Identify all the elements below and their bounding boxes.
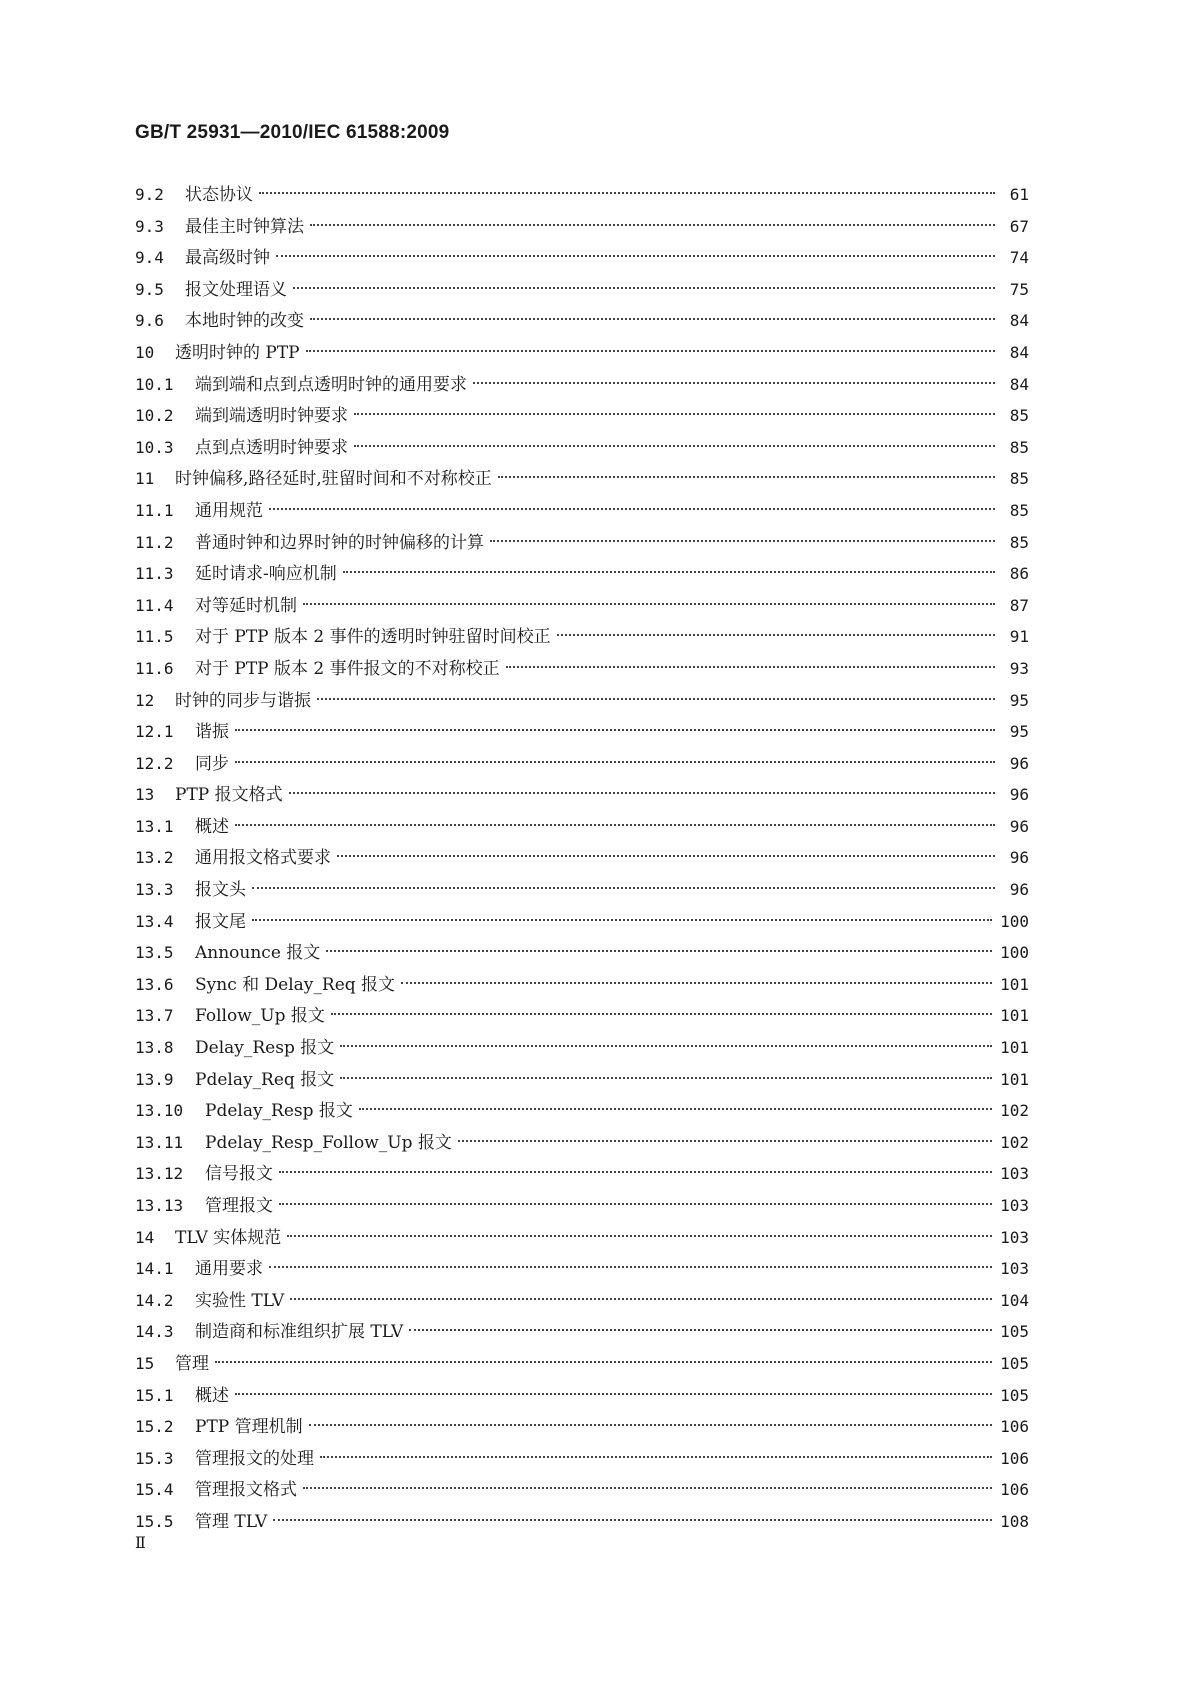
toc-entry[interactable]: [135, 1095, 1029, 1127]
toc-entry[interactable]: [135, 1222, 1029, 1254]
dot-leader: [252, 919, 992, 921]
toc-section-title: 谐振: [195, 722, 229, 743]
dot-leader: [310, 318, 995, 320]
dot-leader: [557, 634, 995, 636]
toc-entry[interactable]: [135, 779, 1029, 811]
dot-leader: [490, 540, 995, 542]
toc-entry[interactable]: [135, 432, 1029, 464]
toc-section-title: 对等延时机制: [195, 595, 297, 616]
toc-section-title: 端到端和点到点透明时钟的通用要求: [195, 374, 467, 395]
table-of-contents: [135, 179, 1029, 1538]
toc-section-title: 普通时钟和边界时钟的时钟偏移的计算: [195, 532, 484, 553]
toc-section-title: 报文尾: [195, 911, 246, 932]
toc-page-number: 86: [1009, 564, 1029, 584]
toc-entry[interactable]: [135, 274, 1029, 306]
toc-entry[interactable]: [135, 558, 1029, 590]
toc-section-number: 14.2: [135, 1290, 174, 1310]
toc-page-number: 85: [1009, 500, 1029, 520]
toc-page-number: 103: [1000, 1164, 1029, 1184]
toc-page-number: 105: [1000, 1385, 1029, 1405]
toc-entry[interactable]: [135, 1380, 1029, 1412]
toc-section-title: 制造商和标准组织扩展 TLV: [195, 1322, 404, 1343]
toc-section-number: 15: [135, 1353, 155, 1373]
toc-page-number: 84: [1009, 311, 1029, 331]
toc-page-number: 102: [1000, 1132, 1029, 1152]
toc-section-number: 15.2: [135, 1417, 174, 1437]
toc-section-number: 12.2: [135, 753, 174, 773]
toc-section-number: 13.12: [135, 1164, 184, 1184]
toc-section-title: 概述: [195, 1385, 229, 1406]
dot-leader: [235, 1393, 992, 1395]
toc-section-number: 13.9: [135, 1069, 174, 1089]
toc-page-number: 96: [1009, 753, 1029, 773]
toc-entry[interactable]: [135, 305, 1029, 337]
toc-section-title: Follow_Up 报文: [195, 1006, 325, 1027]
toc-section-number: 11.6: [135, 658, 174, 678]
toc-section-number: 13: [135, 785, 155, 805]
toc-page-number: 103: [1000, 1227, 1029, 1247]
toc-section-number: 12.1: [135, 722, 174, 742]
toc-section-title: Pdelay_Req 报文: [195, 1069, 335, 1090]
dot-leader: [340, 1045, 992, 1047]
dot-leader: [320, 1456, 992, 1458]
dot-leader: [401, 982, 992, 984]
toc-page-number: 100: [1000, 911, 1029, 931]
toc-section-title: 概述: [195, 816, 229, 837]
toc-section-title: 管理报文: [205, 1196, 273, 1216]
toc-entry[interactable]: [135, 937, 1029, 969]
toc-entry[interactable]: [135, 1032, 1029, 1064]
toc-page-number: 85: [1009, 469, 1029, 489]
toc-page-number: 75: [1009, 279, 1029, 299]
dot-leader: [354, 445, 995, 447]
toc-section-title: 管理报文格式: [195, 1480, 297, 1501]
dot-leader: [235, 729, 995, 731]
toc-entry[interactable]: [135, 842, 1029, 874]
toc-section-number: 15.1: [135, 1385, 174, 1405]
toc-section-number: 13.13: [135, 1196, 184, 1215]
toc-section-title: 最佳主时钟算法: [185, 216, 304, 237]
dot-leader: [289, 792, 995, 794]
toc-section-title: 同步: [195, 753, 229, 774]
toc-entry[interactable]: [135, 685, 1029, 717]
toc-section-number: 14.1: [135, 1259, 174, 1279]
dot-leader: [317, 698, 995, 700]
dot-leader: [215, 1361, 992, 1363]
toc-section-title: 通用要求: [195, 1259, 263, 1280]
toc-page-number: 108: [1000, 1511, 1029, 1531]
toc-section-title: 本地时钟的改变: [185, 311, 304, 332]
toc-page-number: 95: [1009, 690, 1029, 710]
toc-section-number: 13.3: [135, 880, 174, 900]
dot-leader: [252, 887, 995, 889]
toc-section-title: 通用报文格式要求: [195, 848, 331, 869]
toc-page-number: 106: [1000, 1480, 1029, 1500]
toc-section-title: 点到点透明时钟要求: [195, 437, 348, 458]
toc-entry[interactable]: [135, 1316, 1029, 1348]
toc-entry[interactable]: [135, 527, 1029, 559]
toc-entry[interactable]: [135, 748, 1029, 780]
toc-entry[interactable]: [135, 621, 1029, 653]
toc-entry[interactable]: [135, 811, 1029, 843]
page-folio: Ⅱ: [135, 1533, 146, 1552]
toc-section-number: 11.4: [135, 595, 174, 615]
toc-page-number: 105: [1000, 1322, 1029, 1342]
toc-section-number: 13.6: [135, 974, 174, 994]
toc-section-number: 14.3: [135, 1322, 174, 1342]
dot-leader: [354, 413, 995, 415]
toc-entry[interactable]: [135, 1348, 1029, 1380]
toc-page-number: 87: [1009, 595, 1029, 615]
dot-leader: [279, 1203, 992, 1205]
toc-page-number: 96: [1009, 816, 1029, 836]
dot-leader: [309, 1424, 992, 1426]
toc-entry[interactable]: [135, 211, 1029, 243]
dot-leader: [306, 350, 995, 352]
toc-entry[interactable]: [135, 1253, 1029, 1285]
toc-entry[interactable]: [135, 1000, 1029, 1032]
toc-entry[interactable]: [135, 1127, 1029, 1159]
toc-section-number: 15.4: [135, 1480, 174, 1500]
toc-section-number: 11.2: [135, 532, 174, 552]
dot-leader: [506, 666, 995, 668]
toc-section-title: Delay_Resp 报文: [195, 1038, 335, 1059]
toc-page-number: 84: [1009, 342, 1029, 362]
toc-section-title: PTP 管理机制: [195, 1417, 303, 1438]
toc-section-title: 时钟的同步与谐振: [175, 690, 311, 711]
dot-leader: [473, 382, 995, 384]
toc-section-number: 13.8: [135, 1038, 174, 1058]
dot-leader: [259, 192, 995, 194]
toc-page-number: 106: [1000, 1448, 1029, 1468]
toc-page-number: 67: [1009, 216, 1029, 236]
toc-section-number: 12: [135, 690, 155, 710]
dot-leader: [279, 1171, 992, 1173]
dot-leader: [409, 1329, 992, 1331]
toc-section-title: 报文头: [195, 880, 246, 901]
dot-leader: [290, 1298, 992, 1300]
toc-section-number: 9.5: [135, 279, 164, 299]
toc-section-title: 时钟偏移,路径延时,驻留时间和不对称校正: [175, 469, 492, 490]
dot-leader: [303, 603, 995, 605]
toc-entry[interactable]: [135, 874, 1029, 906]
toc-section-number: 14: [135, 1227, 155, 1247]
toc-page-number: 100: [1000, 943, 1029, 963]
toc-section-title: 延时请求-响应机制: [195, 564, 337, 585]
toc-entry[interactable]: [135, 1190, 1029, 1222]
toc-section-title: 管理: [175, 1353, 209, 1374]
toc-section-title: 报文处理语义: [185, 279, 287, 300]
toc-page-number: 84: [1009, 374, 1029, 394]
toc-section-number: 13.4: [135, 911, 174, 931]
toc-section-number: 13.11: [135, 1132, 184, 1152]
toc-entry[interactable]: [135, 590, 1029, 622]
toc-page-number: 101: [1000, 974, 1029, 994]
toc-section-number: 11.5: [135, 627, 174, 647]
toc-section-number: 11.3: [135, 564, 174, 584]
toc-section-number: 10.1: [135, 374, 174, 394]
toc-page-number: 102: [1000, 1101, 1029, 1121]
toc-page-number: 104: [1000, 1290, 1029, 1310]
toc-section-title: PTP 报文格式: [175, 785, 283, 806]
toc-section-title: 管理 TLV: [195, 1511, 268, 1532]
toc-section-title: 管理报文的处理: [195, 1448, 314, 1469]
toc-entry[interactable]: [135, 400, 1029, 432]
dot-leader: [498, 476, 995, 478]
toc-page-number: 85: [1009, 406, 1029, 426]
toc-section-title: 实验性 TLV: [195, 1290, 285, 1311]
dot-leader: [310, 224, 995, 226]
toc-page-number: 101: [1000, 1006, 1029, 1026]
toc-section-title: 状态协议: [185, 185, 253, 205]
dot-leader: [235, 761, 995, 763]
toc-entry[interactable]: [135, 1474, 1029, 1506]
toc-page-number: 61: [1009, 185, 1029, 204]
toc-entry[interactable]: [135, 1506, 1029, 1538]
dot-leader: [303, 1487, 992, 1489]
dot-leader: [273, 1519, 992, 1521]
toc-entry[interactable]: [135, 906, 1029, 938]
toc-section-title: 透明时钟的 PTP: [175, 342, 300, 363]
toc-page-number: 85: [1009, 532, 1029, 552]
dot-leader: [276, 255, 995, 257]
toc-page-number: 101: [1000, 1069, 1029, 1089]
toc-page-number: 96: [1009, 848, 1029, 868]
toc-page-number: 106: [1000, 1417, 1029, 1437]
toc-page-number: 105: [1000, 1353, 1029, 1373]
toc-page-number: 93: [1009, 658, 1029, 678]
toc-section-title: 最高级时钟: [185, 248, 270, 269]
toc-entry[interactable]: [135, 337, 1029, 369]
toc-page-number: 103: [1000, 1259, 1029, 1279]
toc-section-number: 13.7: [135, 1006, 174, 1026]
toc-section-number: 13.2: [135, 848, 174, 868]
toc-entry[interactable]: [135, 1411, 1029, 1443]
toc-section-number: 9.3: [135, 216, 164, 236]
toc-section-number: 13.1: [135, 816, 174, 836]
toc-page-number: 91: [1009, 627, 1029, 647]
toc-entry[interactable]: [135, 1285, 1029, 1317]
toc-section-number: 9.4: [135, 248, 164, 268]
toc-entry[interactable]: [135, 463, 1029, 495]
dot-leader: [331, 1013, 992, 1015]
toc-entry[interactable]: [135, 179, 1029, 211]
toc-section-number: 11: [135, 469, 155, 489]
toc-section-number: 10: [135, 342, 155, 362]
toc-section-number: 11.1: [135, 500, 174, 520]
toc-section-title: Sync 和 Delay_Req 报文: [195, 974, 396, 995]
toc-page-number: 103: [1000, 1196, 1029, 1215]
toc-section-number: 15.5: [135, 1511, 174, 1531]
toc-section-title: Announce 报文: [195, 943, 321, 964]
standard-header: GB/T 25931—2010/IEC 61588:2009: [135, 122, 450, 143]
toc-page-number: 96: [1009, 785, 1029, 805]
toc-section-number: 9.6: [135, 311, 164, 331]
dot-leader: [359, 1108, 992, 1110]
dot-leader: [235, 824, 995, 826]
dot-leader: [326, 950, 992, 952]
toc-entry[interactable]: [135, 242, 1029, 274]
dot-leader: [269, 508, 995, 510]
toc-section-number: 13.5: [135, 943, 174, 963]
toc-section-title: 端到端透明时钟要求: [195, 406, 348, 427]
toc-section-title: TLV 实体规范: [175, 1227, 282, 1248]
toc-section-number: 13.10: [135, 1101, 184, 1121]
toc-section-number: 10.2: [135, 406, 174, 426]
toc-entry[interactable]: [135, 653, 1029, 685]
toc-section-number: 10.3: [135, 437, 174, 457]
toc-page-number: 74: [1009, 248, 1029, 268]
toc-entry[interactable]: [135, 969, 1029, 1001]
toc-entry[interactable]: [135, 716, 1029, 748]
dot-leader: [458, 1140, 992, 1142]
toc-entry[interactable]: [135, 495, 1029, 527]
toc-page-number: 95: [1009, 722, 1029, 742]
toc-section-title: 信号报文: [205, 1164, 273, 1185]
dot-leader: [293, 287, 995, 289]
toc-section-title: 通用规范: [195, 500, 263, 521]
toc-page-number: 96: [1009, 880, 1029, 900]
toc-page-number: 85: [1009, 437, 1029, 457]
toc-section-title: 对于 PTP 版本 2 事件的透明时钟驻留时间校正: [195, 627, 551, 648]
toc-section-title: 对于 PTP 版本 2 事件报文的不对称校正: [195, 658, 500, 679]
toc-page-number: 101: [1000, 1038, 1029, 1058]
dot-leader: [337, 855, 995, 857]
toc-entry[interactable]: [135, 1158, 1029, 1190]
toc-entry[interactable]: [135, 1064, 1029, 1096]
toc-section-number: 15.3: [135, 1448, 174, 1468]
toc-section-title: Pdelay_Resp 报文: [205, 1101, 353, 1122]
toc-section-title: Pdelay_Resp_Follow_Up 报文: [205, 1132, 452, 1153]
toc-entry[interactable]: [135, 369, 1029, 401]
toc-entry[interactable]: [135, 1443, 1029, 1475]
dot-leader: [343, 571, 995, 573]
dot-leader: [287, 1235, 992, 1237]
toc-section-number: 9.2: [135, 185, 164, 204]
dot-leader: [269, 1266, 992, 1268]
dot-leader: [340, 1077, 992, 1079]
